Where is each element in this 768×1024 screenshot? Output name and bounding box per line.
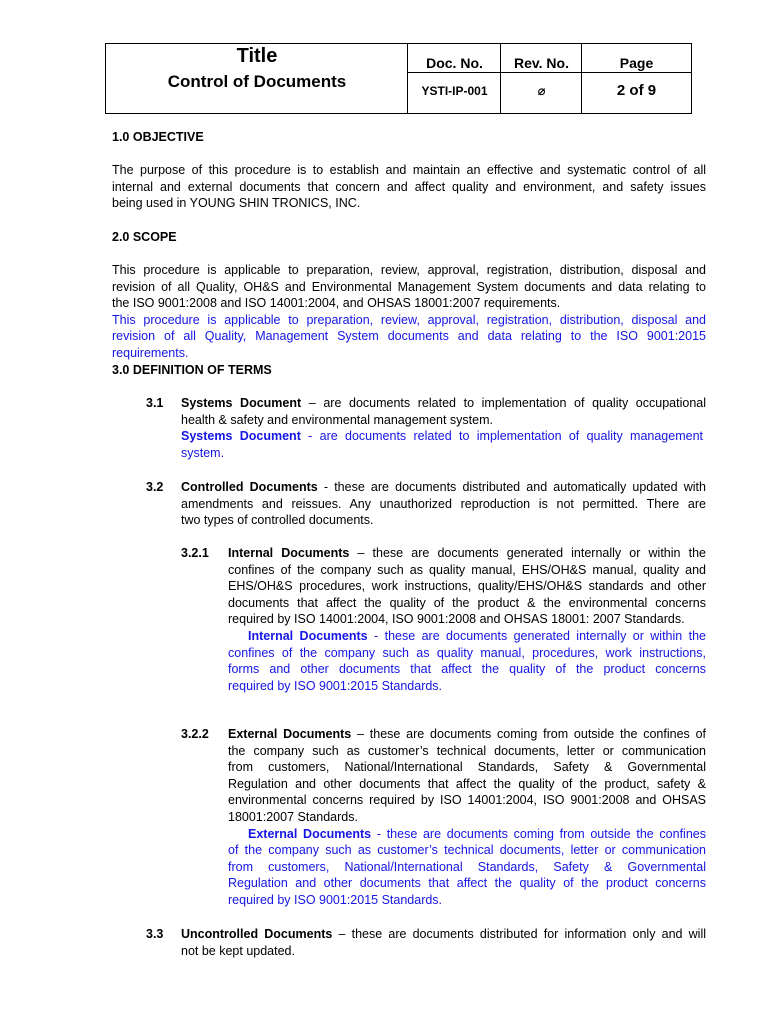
text: – these are documents generated internally or within the	[349, 546, 706, 560]
revised-text-line: confines of the company such as quality manual, procedures, work instructions,	[228, 645, 706, 660]
definition-uncontrolled-documents	[181, 926, 706, 959]
text-line	[181, 479, 706, 496]
term: External Documents	[248, 826, 372, 841]
item-number: 3.3	[146, 927, 164, 941]
revised-text-line: required by ISO 9001:2015 Standards.	[228, 678, 443, 693]
definition-internal-documents	[228, 545, 706, 694]
revised-text-line: forms and other documents that affect the quality of the product concerns	[228, 662, 706, 677]
doc-no-cell	[408, 44, 501, 113]
text-line: internal and external documents that concern and affect quality and environment, and safety issues	[112, 179, 706, 194]
text-line: 18001:2007 Standards.	[228, 809, 358, 824]
document-header-table	[105, 43, 692, 114]
text-line: The purpose of this procedure is to establish and maintain an effective and systematic control of all	[112, 163, 706, 177]
revised-text-line: system.	[181, 445, 225, 460]
text-line: EHS/OH&S procedures, work instructions, quality/EHS/OH&S standards and other	[228, 579, 706, 594]
document-title: Control of Documents	[167, 72, 347, 91]
section-heading-definitions: 3.0 DEFINITION OF TERMS	[112, 363, 272, 377]
item-number: 3.2.2	[181, 727, 209, 741]
text-line: This procedure is applicable to preparation, review, approval, registration, distribution, disposal and	[112, 263, 706, 277]
term: Systems Document	[181, 396, 302, 410]
revised-text-line	[181, 428, 703, 445]
text-line: health & safety and environmental management system.	[181, 412, 493, 427]
revised-text-line: requirements.	[112, 345, 189, 360]
text: - are documents related to implementation of quality management	[300, 429, 703, 444]
text: – these are documents distributed for information only and will	[332, 927, 706, 941]
revised-text-line: revision of all Quality, Management System documents and data relating to the ISO 9001:2015	[112, 329, 706, 344]
text-line: required by ISO 14001:2004, ISO 9001:2008 and OHSAS 18001: 2007 Standards.	[228, 612, 685, 627]
term: Internal Documents	[228, 546, 350, 560]
item-number: 3.2	[146, 480, 164, 494]
term: Controlled Documents	[181, 480, 318, 494]
text-line	[181, 395, 706, 412]
text-line	[228, 726, 706, 743]
term: Internal Documents	[248, 628, 368, 643]
page-cell	[582, 44, 691, 113]
revised-text-line	[228, 628, 706, 645]
doc-no-value: YSTI-IP-001	[421, 84, 488, 98]
text-line: environmental concerns required by ISO 14001:2004, ISO 9001:2008 and OHSAS	[228, 793, 706, 808]
revised-text-line: required by ISO 9001:2015 Standards.	[228, 892, 443, 907]
text-line: not be kept updated.	[181, 943, 295, 958]
rev-no-cell	[501, 44, 582, 113]
page-label: Page	[619, 55, 654, 71]
text: - these are documents coming from outside the confines	[371, 826, 706, 841]
revised-text-line: This procedure is applicable to preparation, review, approval, registration, distribution, disposal and	[112, 312, 706, 327]
title-label: Title	[236, 45, 278, 67]
text-line: the company such as customer’s technical documents, letter or communication	[228, 743, 706, 758]
item-number: 3.2.1	[181, 546, 209, 560]
text: - these are documents generated internally or within the	[367, 628, 707, 643]
text: - these are documents distributed and automatically updated with	[317, 480, 706, 494]
objective-paragraph	[112, 162, 706, 212]
text-line: two types of controlled documents.	[181, 513, 374, 528]
text-line: confines of the company such as quality manual, EHS/OH&S manual, quality and	[228, 562, 706, 577]
revised-text-line: Regulation and other documents that affect the quality of the product concerns	[228, 876, 706, 891]
text: – are documents related to implementation of quality occupational	[301, 396, 706, 410]
definition-external-documents	[228, 726, 706, 909]
text-line: the ISO 9001:2008 and ISO 14001:2004, and OHSAS 18001:2007 requirements.	[112, 296, 561, 311]
text-line	[228, 545, 706, 562]
text-line: amendments and reissues. Any unauthorized reproduction is not permitted. There are	[181, 496, 706, 511]
revised-text-line: from customers, National/International Standards, Safety & Governmental	[228, 859, 706, 874]
doc-no-label: Doc. No.	[426, 55, 483, 71]
scope-paragraph	[112, 262, 706, 362]
term: Uncontrolled Documents	[181, 927, 333, 941]
text-line: from customers, National/International Standards, Safety & Governmental	[228, 760, 706, 775]
definition-systems-document	[181, 395, 706, 461]
text-line: revision of all Quality, OH&S and Environmental Management System documents and data relating to	[112, 279, 706, 294]
text-line: documents that affect the quality of the product & the environmental concerns	[228, 595, 706, 610]
section-heading-objective: 1.0 OBJECTIVE	[112, 130, 204, 144]
text-line	[181, 926, 706, 943]
term: External Documents	[228, 727, 352, 741]
rev-no-label: Rev. No.	[514, 55, 569, 71]
revised-text-line: of the company such as customer’s technical documents, letter or communication	[228, 843, 706, 858]
section-heading-scope: 2.0 SCOPE	[112, 230, 177, 244]
page-number: 2 of 9	[616, 82, 657, 99]
rev-no-value: ⌀	[537, 83, 546, 98]
term: Systems Document	[181, 429, 301, 444]
item-number: 3.1	[146, 396, 164, 410]
text: – these are documents coming from outside the confines of	[351, 727, 707, 741]
title-cell	[106, 44, 408, 113]
text-line: being used in YOUNG SHIN TRONICS, INC.	[112, 196, 361, 211]
revised-text-line	[228, 826, 706, 843]
text-line: Regulation and other documents that affect the quality of the product, safety &	[228, 776, 706, 791]
definition-controlled-documents	[181, 479, 706, 529]
